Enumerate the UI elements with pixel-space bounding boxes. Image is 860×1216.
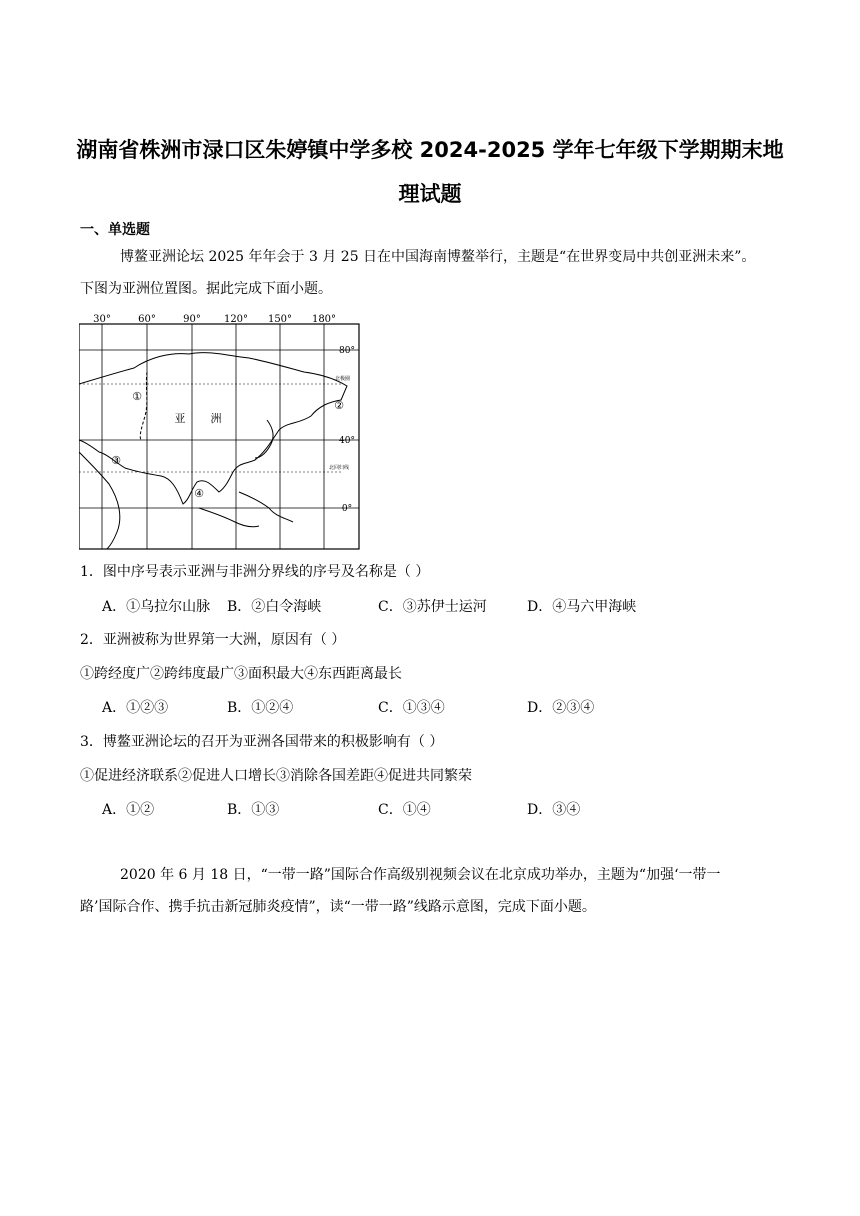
question-2-stem: 2．亚洲被称为世界第一大洲，原因有（ ） <box>80 632 346 648</box>
q2-option-c[interactable]: C．①③④ <box>378 700 445 716</box>
document-title <box>0 128 860 216</box>
intro1-line-2: 下图为亚洲位置图。据此完成下面小题。 <box>80 281 332 297</box>
q1-option-c[interactable]: C．③苏伊士运河 <box>378 599 487 615</box>
marker-3: ③ <box>111 454 121 467</box>
lon-label-30: 30° <box>93 314 111 325</box>
intro-paragraph-2 <box>80 859 785 923</box>
q3-option-a[interactable]: A．①② <box>102 802 155 818</box>
intro-paragraph-1 <box>80 241 785 305</box>
q3-option-c[interactable]: C．①④ <box>378 802 431 818</box>
intro2-line-1: 2020 年 6 月 18 日，“一带一路”国际合作高级别视频会议在北京成功举办，主题为“加强‘一带一 <box>120 867 721 883</box>
intro1-line-1: 博鳌亚洲论坛 2025 年年会于 3 月 25 日在中国海南博鳌举行，主题是“在世界变局中共创亚洲未来”。 <box>120 249 756 265</box>
lon-label-60: 60° <box>138 314 156 325</box>
q2-option-b[interactable]: B．①②④ <box>227 700 294 716</box>
marker-2: ② <box>334 399 344 412</box>
lat-label-80: 80° <box>339 346 355 356</box>
asia-location-map <box>79 312 361 550</box>
asia-label-2: 洲 <box>210 412 222 425</box>
q1-option-b[interactable]: B．②白令海峡 <box>227 599 322 615</box>
lat-label-0: 0° <box>341 504 353 514</box>
q2-option-d[interactable]: D．②③④ <box>527 700 595 716</box>
question-3-statements: ①促进经济联系②促进人口增长③消除各国差距④促进共同繁荣 <box>80 768 472 784</box>
lon-label-150: 150° <box>267 314 293 325</box>
title-line-2: 理试题 <box>398 182 462 206</box>
question-1-stem: 1．图中序号表示亚洲与非洲分界线的序号及名称是（ ） <box>80 564 430 580</box>
arctic-circle-label: 北极圈 <box>335 376 351 382</box>
q1-option-a[interactable]: A．①乌拉尔山脉 <box>102 599 211 615</box>
q3-option-d[interactable]: D．③④ <box>527 802 581 818</box>
q2-option-a[interactable]: A．①②③ <box>102 700 169 716</box>
question-3-stem: 3．博鳌亚洲论坛的召开为亚洲各国带来的积极影响有（ ） <box>80 734 444 750</box>
marker-4: ④ <box>194 487 204 500</box>
asia-label-1: 亚 <box>174 412 186 425</box>
intro2-line-2: 路’国际合作、携手抗击新冠肺炎疫情”，读“一带一路”线路示意图，完成下面小题。 <box>80 899 596 915</box>
tropic-label: 北回归线 <box>329 465 350 471</box>
marker-1: ① <box>132 390 142 403</box>
lon-label-180: 180° <box>311 314 337 325</box>
question-2-statements: ①跨经度广②跨纬度最广③面积最大④东西距离最长 <box>80 666 402 682</box>
title-line-1: 湖南省株洲市渌口区朱婷镇中学多校 2024-2025 学年七年级下学期期末地 <box>76 138 784 162</box>
q1-option-d[interactable]: D．④马六甲海峡 <box>527 599 637 615</box>
lon-label-120: 120° <box>223 314 249 325</box>
lat-label-40: 40° <box>339 436 355 446</box>
section-heading: 一、单选题 <box>80 222 150 238</box>
lon-label-90: 90° <box>183 314 201 325</box>
q3-option-b[interactable]: B．①③ <box>227 802 280 818</box>
